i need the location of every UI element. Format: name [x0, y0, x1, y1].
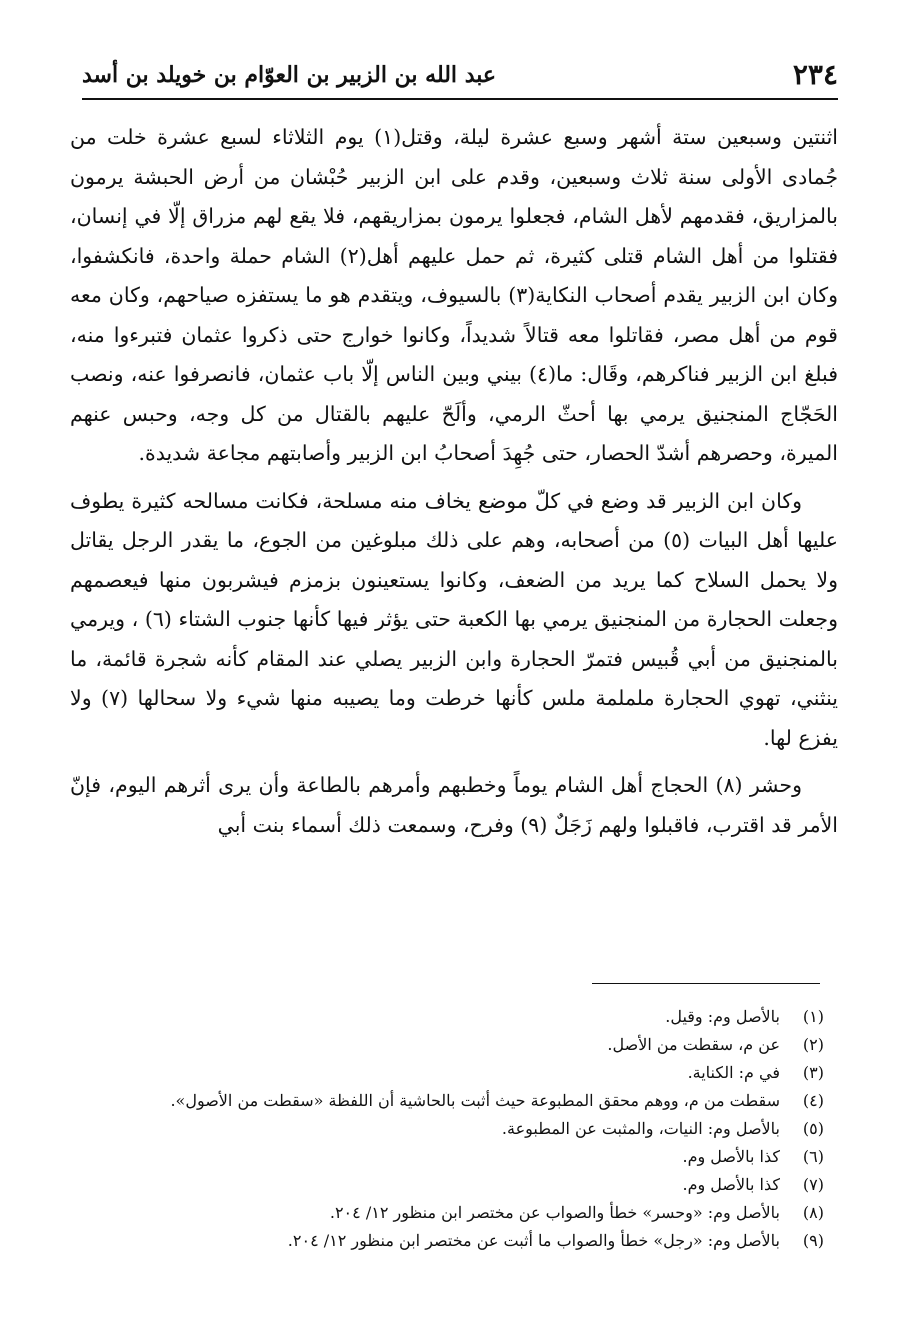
- footnote-3: [82, 1059, 824, 1087]
- footnote-6: [82, 1143, 824, 1171]
- footnote-number: (١): [802, 1007, 824, 1026]
- footnote-8: [82, 1199, 824, 1227]
- footnote-4: [82, 1087, 824, 1115]
- footnote-number: (٣): [802, 1063, 824, 1082]
- footnotes-list: [82, 1003, 824, 1255]
- footnote-2: [82, 1031, 824, 1059]
- footnote-number: (٦): [802, 1147, 824, 1166]
- footnote-text: عن م، سقطت من الأصل.: [607, 1035, 780, 1054]
- page-number: ٢٣٤: [792, 58, 838, 91]
- main-text: [70, 118, 838, 845]
- footnote-number: (٥): [802, 1119, 824, 1138]
- footnote-text: كذا بالأصل وم.: [682, 1175, 780, 1194]
- header-divider: [82, 98, 838, 100]
- paragraph-2: وكان ابن الزبير قد وضع في كلّ موضع يخاف منه مسلحة، فكانت مسالحه كثيرة يطوف عليها أهل البيات (٥) من أصحابه، وهم على ذلك مبلوغين من الجوع، ما يقدر الرجل يقاتل ولا يحمل السلاح كما يريد من الضعف، وكانوا يستعينون بزمزم فيشربون منها فيعصمهم وجعلت الحجارة من المنجنيق يرمي بها الكعبة حتى يؤثر فيها كأنها جنوب الشتاء (٦) ، ويرمي بالمنجنيق من أبي قُبيس فتمرّ الحجارة وابن الزبير يصلي عند المقام كأنه شجرة قائمة، ما ينثني، تهوي الحجارة ململمة ملس كأنها خرطت وما يصيبه منها شيء ولا سحالها (٧) ولا يفزع لها.: [70, 488, 839, 750]
- footnote-1: [82, 1003, 824, 1031]
- footnote-number: (٢): [802, 1035, 824, 1054]
- footnote-text: سقطت من م، ووهم محقق المطبوعة حيث أثبت بالحاشية أن اللفظة «سقطت من الأصول».: [170, 1091, 780, 1110]
- footnote-9: [82, 1227, 824, 1255]
- running-title: عبد الله بن الزبير بن العوّام بن خويلد بن أسد: [82, 62, 497, 88]
- footnote-number: (٨): [802, 1203, 824, 1222]
- footnote-text: في م: الكناية.: [687, 1063, 780, 1082]
- footnote-5: [82, 1115, 824, 1143]
- page-header: [82, 58, 838, 92]
- footnote-text: بالأصل وم: «رجل» خطأ والصواب ما أثبت عن مختصر ابن منظور ١٢/ ٢٠٤.: [287, 1231, 780, 1250]
- footnote-text: بالأصل وم: «وحسر» خطأ والصواب عن مختصر ابن منظور ١٢/ ٢٠٤.: [329, 1203, 780, 1222]
- footnote-number: (٩): [802, 1231, 824, 1250]
- paragraph-1: اثنتين وسبعين ستة أشهر وسبع عشرة ليلة، وقتل(١) يوم الثلاثاء لسبع عشرة خلت من جُمادى الأولى سنة ثلاث وسبعين، وقدم على ابن الزبير حُبْشان من أرض الحبشة يرمون بالمزاريق، فقدمهم لأهل الشام، فجعلوا يرمون بمزاريقهم، فلا يقع لهم مزراق إلّا في إنسان، فقتلوا من أهل الشام قتلى كثيرة، ثم حمل عليهم أهل(٢) الشام حملة واحدة، فانكشفوا، وكان ابن الزبير يقدم أصحاب النكاية(٣) بالسيوف، ويتقدم هو ما يستفزه صياحهم، وكان معه قوم من أهل مصر، فقاتلوا معه قتالاً شديداً، وكانوا خوارج حتى ذكروا عثمان فتبرءوا منه، فبلغ ابن الزبير فناكرهم، وقَال: ما(٤) بيني وبين الناس إلّا باب عثمان، فانصرفوا عنه، ونصب الحَجّاج المنجنيق يرمي بها أحثّ الرمي، وألَحّ عليهم بالقتال من كل وجه، وحبس عنهم الميرة، وحصرهم أشدّ الحصار، حتى جُهِدَ أصحابُ ابن الزبير وأصابتهم مجاعة شديدة.: [70, 125, 838, 465]
- footnote-text: كذا بالأصل وم.: [682, 1147, 780, 1166]
- footnote-number: (٤): [802, 1091, 824, 1110]
- footnote-7: [82, 1171, 824, 1199]
- footnote-text: بالأصل وم: النيات، والمثبت عن المطبوعة.: [501, 1119, 780, 1138]
- footnote-text: بالأصل وم: وقيل.: [665, 1007, 780, 1026]
- footnote-number: (٧): [802, 1175, 824, 1194]
- footnote-divider: [592, 983, 820, 984]
- paragraph-3: وحشر (٨) الحجاج أهل الشام يوماً وخطبهم وأمرهم بالطاعة وأن يرى أثرهم اليوم، فإنّ الأمر قد اقترب، فاقبلوا ولهم زَجَلٌ (٩) وفرح، وسمعت ذلك أسماء بنت أبي: [70, 773, 838, 837]
